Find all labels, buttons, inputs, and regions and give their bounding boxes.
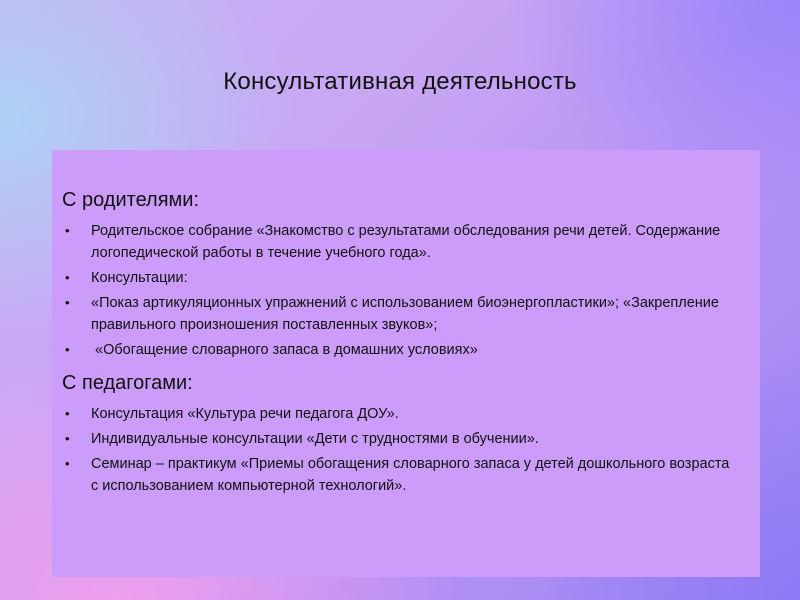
- list-item: [62, 403, 732, 425]
- list-item-text: «Показ артикуляционных упражнений с использованием биоэнергопластики»; «Закрепление правильного произношения поставленных звуков»;: [91, 295, 719, 333]
- teachers-list: [62, 403, 732, 497]
- list-item-text: «Обогащение словарного запаса в домашних условиях»: [91, 342, 478, 358]
- list-item-text: Консультация «Культура речи педагога ДОУ».: [91, 406, 399, 422]
- teachers-heading: С педагогами:: [62, 372, 193, 394]
- list-item-text: Индивидуальные консультации «Дети с трудностями в обучении».: [91, 431, 539, 447]
- list-item-text: Семинар – практикум «Приемы обогащения словарного запаса у детей дошкольного возраста с использованием компьютерной технологий».: [91, 456, 730, 494]
- content-box: [52, 150, 760, 577]
- list-item: [62, 220, 732, 264]
- list-item: [62, 339, 732, 361]
- bullet-icon: •: [65, 223, 70, 238]
- list-item: [62, 428, 732, 450]
- bullet-icon: •: [65, 456, 70, 471]
- list-item: [62, 267, 732, 289]
- bullet-icon: •: [65, 431, 70, 446]
- bullet-icon: •: [65, 295, 70, 310]
- list-item-text: Родительское собрание «Знакомство с результатами обследования речи детей. Содержание логопедической работы в течение учебного года».: [91, 223, 721, 261]
- list-item-text: Консультации:: [91, 270, 188, 286]
- parents-heading: С родителями:: [62, 189, 200, 211]
- bullet-icon: •: [65, 342, 70, 357]
- slide-title: Консультативная деятельность: [223, 68, 577, 95]
- list-item: [62, 292, 732, 336]
- parents-list: [62, 220, 732, 361]
- bullet-icon: •: [65, 270, 70, 285]
- bullet-icon: •: [65, 406, 70, 421]
- list-item: [62, 453, 732, 497]
